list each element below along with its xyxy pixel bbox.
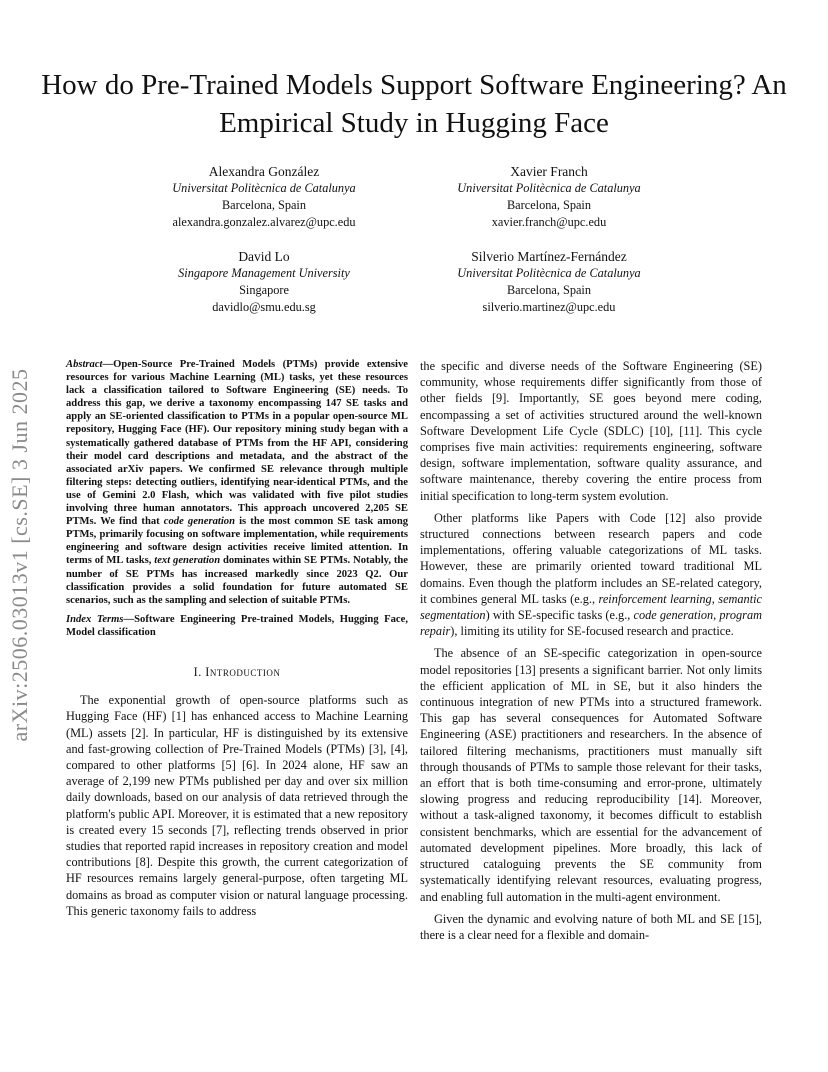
body-paragraph: the specific and diverse needs of the Software Engineering (SE) community, whose requirements differ significantly from those of other fields [9]. Importantly, SE goes beyond mere coding, encompassing a set of activities structured around the well-known Software Development Life Cycle (SDLC) [10], [11]. This cycle comprises five main activities: requirements engineering, software design, software implementation, software quality assurance, and software maintenance, thereby covering the entire process from initial specification to long-term system evolution. bbox=[420, 359, 762, 503]
author-affiliation: Universitat Politècnica de Catalunya bbox=[457, 266, 641, 280]
body-paragraph: Given the dynamic and evolving nature of both ML and SE [15], there is a clear need for a flexible and domain- bbox=[420, 911, 762, 942]
index-terms-label: Index Terms bbox=[66, 613, 124, 625]
text-run: Other platforms like Papers with Code [12] also provide structured connections between research papers and code implementations, offering valuable categorizations of ML tasks. However, these are primarily oriented toward traditional ML domains. Even though the platform includes an SE-related category, it combines general ML tasks (e.g., bbox=[420, 510, 762, 606]
left-column bbox=[66, 358, 408, 925]
author-email: xavier.franch@upc.edu bbox=[491, 215, 607, 229]
section-heading bbox=[66, 664, 408, 680]
author-name: Xavier Franch bbox=[510, 164, 588, 179]
intro-paragraph: The exponential growth of open-source platforms such as Hugging Face (HF) [1] has enhanced access to Machine Learning (ML) assets [2]. In particular, HF is distinguished by its extensive and fast-growing collection of Pre-Trained Models (PTMs) [3], [4], compared to other platforms [5] [6]. In 2024 alone, HF saw an average of 2,199 new PTMs published per day and over six million daily downloads, based on our analysis of data retrieved through the platform's public API. Moreover, it is estimated that a new repository is created every 15 seconds [7], reflecting trends observed in prior studies that reported rapid increases in repository creation and model contributions [8]. Despite this growth, the current categorization of HF resources remains largely general-purpose, often targeting ML domains as broad as computer vision or natural language processing. This generic taxonomy fails to address bbox=[66, 693, 408, 918]
abstract-emphasis: code generation bbox=[163, 516, 235, 528]
body-paragraph bbox=[420, 510, 762, 640]
abstract bbox=[66, 358, 408, 607]
emphasis: code generation bbox=[633, 608, 714, 623]
section-title-rest: ntroduction bbox=[209, 664, 281, 679]
text-run: , bbox=[713, 608, 720, 623]
author-location: Barcelona, Spain bbox=[221, 198, 306, 212]
section-numeral: I. bbox=[193, 664, 206, 679]
author-block bbox=[144, 248, 384, 316]
emphasis: program repair bbox=[420, 608, 762, 639]
author-block bbox=[429, 163, 669, 231]
author-affiliation: Universitat Politècnica de Catalunya bbox=[457, 181, 641, 195]
abstract-text: is the most common SE task among PTMs, primarily focusing on software implementation, while requirements engineering and software design activities receive limited attention. In terms of ML tasks, bbox=[66, 516, 409, 567]
text-run: ) with SE-specific tasks (e.g., bbox=[485, 608, 634, 623]
author-block bbox=[144, 163, 384, 231]
abstract-emphasis: text generation bbox=[154, 555, 221, 567]
author-location: Barcelona, Spain bbox=[506, 198, 591, 212]
right-column bbox=[420, 358, 762, 949]
author-block bbox=[429, 248, 669, 316]
author-affiliation: Singapore Management University bbox=[178, 266, 350, 280]
author-name: David Lo bbox=[238, 249, 290, 264]
section-initial: I bbox=[205, 664, 210, 679]
paper-title: How do Pre-Trained Models Support Software Engineering? An Empirical Study in Hugging Face bbox=[41, 69, 787, 139]
body-paragraph: The absence of an SE-specific categorization in open-source model repositories [13] presents a significant barrier. Not only limits the efficient application of ML in SE, but it also hinders the continuous integration of new PTMs into a structured framework. This gap has several consequences for Automated Software Engineering (ASE) practitioners and researchers. In the absence of tailored filtering mechanisms, practitioners must manually sift through thousands of PTMs to sample those relevant for their tasks, an effort that is both time-consuming and error-prone, ultimately slowing progress and reducing reproducibility [14]. Moreover, without a task-aligned taxonomy, it becomes difficult to establish consistent benchmarks, which are essential for the advancement of automated development pipelines. More broadly, this lack of structured cataloguing prevents the SE community from systematically identifying relevant resources, evaluating progress, and enabling full automation in the multi-agent environment. bbox=[420, 646, 762, 904]
author-email: davidlo@smu.edu.sg bbox=[212, 300, 316, 314]
arxiv-identifier: arXiv:2506.03013v1 [cs.SE] 3 Jun 2025 bbox=[7, 368, 32, 742]
author-affiliation: Universitat Politècnica de Catalunya bbox=[172, 181, 356, 195]
index-terms-text: —Software Engineering Pre-trained Models, Hugging Face, Model classification bbox=[66, 613, 408, 638]
author-name: Alexandra González bbox=[208, 164, 320, 179]
author-name: Silverio Martínez-Fernández bbox=[471, 249, 627, 264]
abstract-text: dominates within SE PTMs. Notably, the number of SE PTMs has increased markedly since 2023 Q2. Our classification provides a solid foundation for future automated SE scenarios, such as the sampling and selection of suitable PTMs. bbox=[66, 555, 409, 606]
abstract-text: —Open-Source Pre-Trained Models (PTMs) provide extensive resources for various Machine Learning (ML) tasks, yet these resources lack a classification tailored to Software Engineering (SE) needs. To address this gap, we derive a taxonomy encompassing 147 SE tasks and apply an SE-oriented classification to PTMs in a popular open-source ML repository, Hugging Face (HF). Our repository mining study began with a systematically gathered database of PTMs from the HF API, considering their model card descriptions and metadata, and the abstract of the associated arXiv papers. We confirmed SE relevance through multiple filtering steps: detecting outliers, identifying near-identical PTMs, and the use of Gemini 2.0 Flash, which was validated with five pilot studies involving three human annotators. This approach uncovered 2,205 SE PTMs. We find that bbox=[66, 359, 408, 528]
text-run: , bbox=[711, 591, 719, 606]
emphasis: semantic segmentation bbox=[420, 591, 762, 623]
abstract-label: Abstract bbox=[66, 359, 103, 370]
author-email: alexandra.gonzalez.alvarez@upc.edu bbox=[172, 215, 356, 229]
author-location: Singapore bbox=[239, 283, 289, 297]
text-run: ), limiting its utility for SE-focused research and practice. bbox=[450, 624, 734, 639]
author-email: silverio.martinez@upc.edu bbox=[482, 300, 616, 314]
emphasis: reinforcement learning bbox=[598, 591, 712, 606]
index-terms bbox=[66, 613, 408, 639]
author-location: Barcelona, Spain bbox=[506, 283, 591, 297]
